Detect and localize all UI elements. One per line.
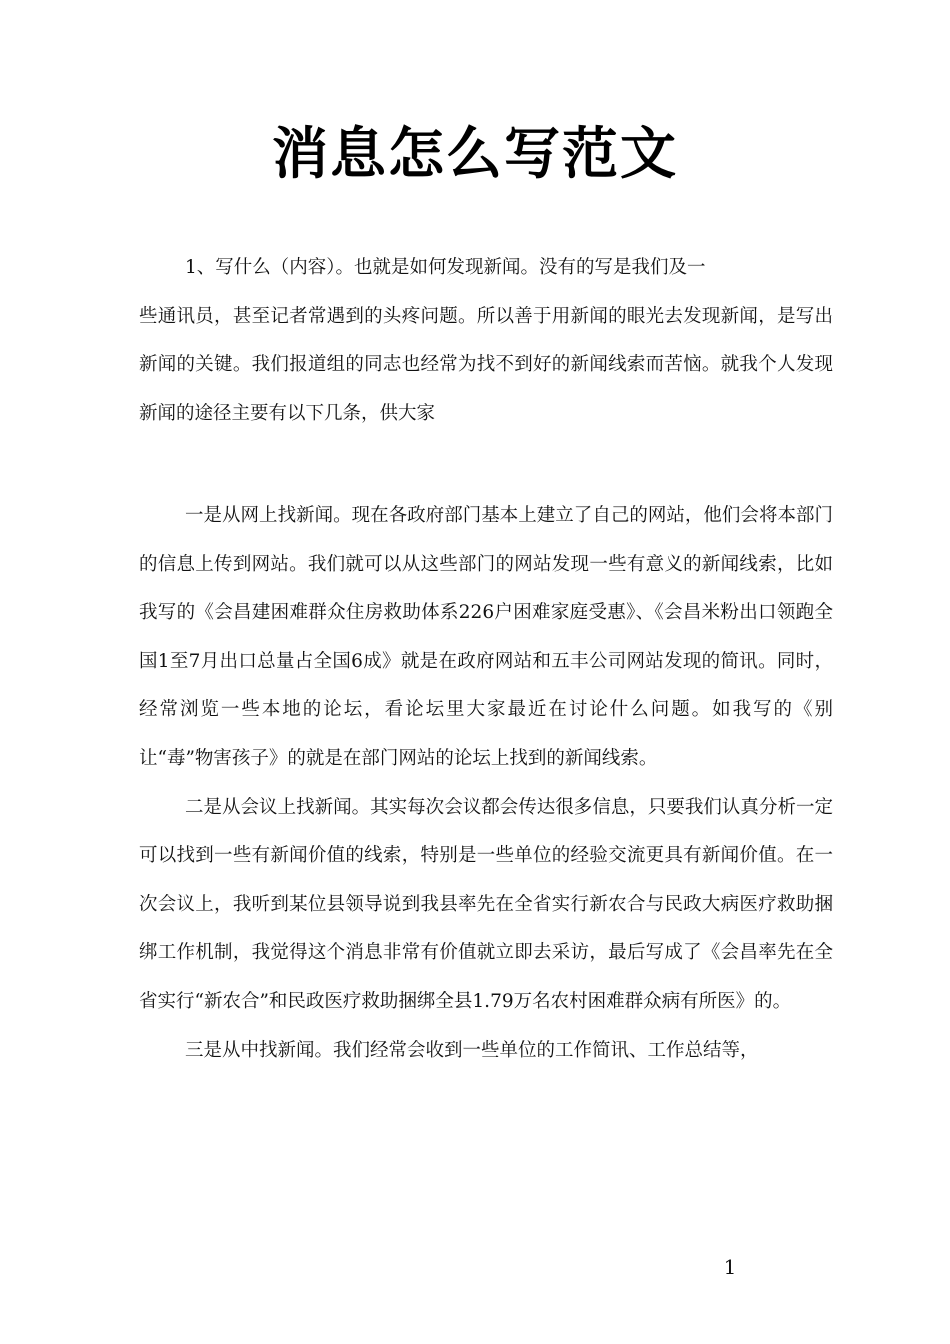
page-number: 1 [723,1255,737,1279]
paragraph-text: 二是从会议上找新闻。其实每次会议都会传达很多信息，只要我们认真分析一定可以找到一些有新闻价值的线索，特别是一些单位的经验交流更具有新闻价值。在一次会议上，我听到某位县领导说到我县率先在全省实行新农合与民政大病医疗救助捆绑工作机制，我觉得这个消息非常有价值就立即去采访，最后写成了《会昌率先在全省实行“新农合”和民政医疗救助捆绑全县1.79万名农村困难群众病有所医》的。 [139,796,833,1012]
paragraph-text: 些通讯员，甚至记者常遇到的头疼问题。所以善于用新闻的眼光去发现新闻，是写出新闻的关键。我们报道组的同志也经常为找不到好的新闻线索而苦恼。就我个人发现新闻的途径主要有以下几条，供大家 [139,305,833,424]
paragraph-text: 一是从网上找新闻。现在各政府部门基本上建立了自己的网站，他们会将本部门的信息上传到网站。我们就可以从这些部门的网站发现一些有意义的新闻线索，比如我写的《会昌建困难群众住房救助体系226户困难家庭受惠》、《会昌米粉出口领跑全国1至7月出口总量占全国6成》就是在政府网站和五丰公司网站发现的简讯。同时，经常浏览一些本地的论坛，看论坛里大家最近在讨论什么问题。如我写的《别让“毒”物害孩子》的就是在部门网站的论坛上找到的新闻线索。 [139,505,833,769]
paragraph-text: 1、写什么（内容）。也就是如何发现新闻。没有的写是我们及一 [185,257,706,278]
page-title: 消息怎么写范文 [272,121,678,187]
intro-paragraph [139,244,833,438]
paragraph-text: 三是从中找新闻。我们经常会收到一些单位的工作简讯、工作总结等， [185,1039,759,1061]
body-section [139,492,833,1075]
